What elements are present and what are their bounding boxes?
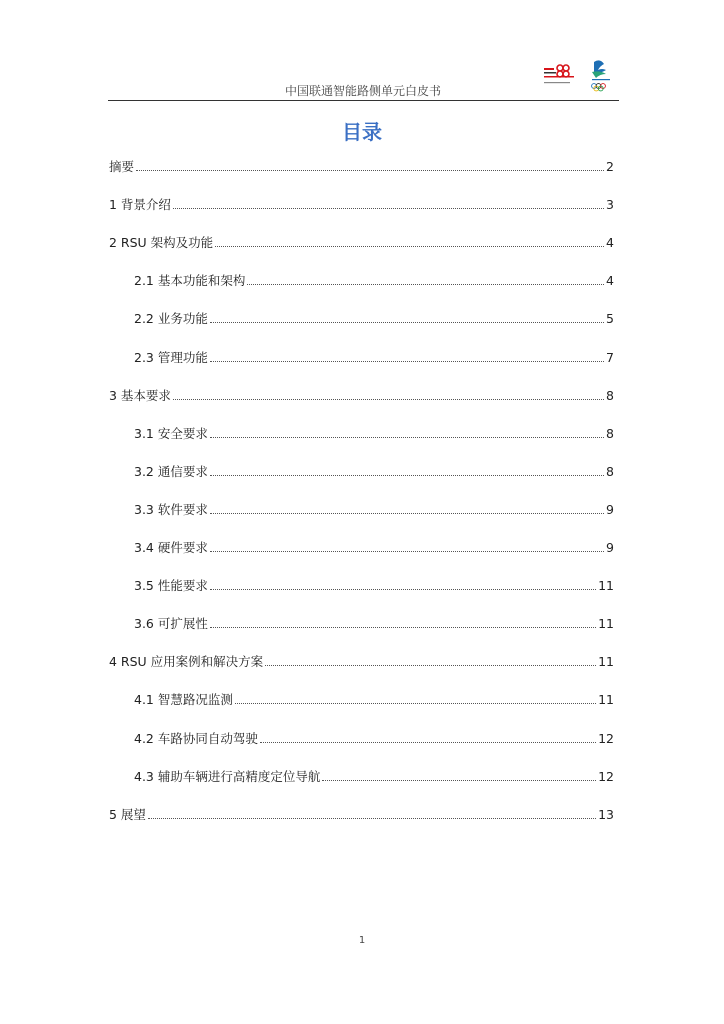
toc-entry[interactable] — [134, 424, 614, 442]
toc-entry-label: 2.3 管理功能 — [134, 349, 208, 365]
toc-leader-dots — [210, 474, 604, 476]
toc-entry-label: 摘要 — [109, 159, 135, 174]
page-number: 1 — [358, 935, 366, 946]
toc-leader-dots — [173, 207, 604, 209]
toc-entry-label: 3.6 可扩展性 — [134, 616, 208, 632]
toc-entry[interactable] — [134, 271, 614, 289]
toc-leader-dots — [136, 169, 604, 171]
toc-entry[interactable] — [109, 386, 614, 404]
toc-leader-dots — [210, 436, 604, 438]
header-logos — [540, 58, 620, 94]
toc-entry-page: 9 — [606, 540, 614, 555]
toc-entry-page: 7 — [606, 349, 614, 365]
toc-leader-dots — [210, 550, 604, 552]
toc-leader-dots — [210, 360, 604, 362]
toc-entry-page: 3 — [606, 197, 614, 213]
toc-entry-page: 4 — [606, 235, 614, 251]
toc-entry-page: 12 — [598, 768, 614, 784]
toc-entry-label: 2.1 基本功能和架构 — [134, 273, 246, 289]
toc-entry[interactable] — [109, 652, 614, 670]
toc-entry-page: 11 — [598, 616, 614, 632]
toc-entry-label: 4 RSU 应用案例和解决方案 — [109, 654, 264, 670]
toc-entry-label: 3.1 安全要求 — [134, 425, 208, 441]
toc-entry-label: 3 基本要求 — [109, 387, 171, 403]
toc-leader-dots — [260, 741, 596, 743]
toc-entry-page: 8 — [606, 387, 614, 403]
toc-leader-dots — [173, 398, 604, 400]
toc-entry-page: 8 — [606, 425, 614, 441]
toc-entry-label: 3.4 硬件要求 — [134, 540, 208, 555]
toc-entry-label: 3.2 通信要求 — [134, 463, 208, 479]
toc-entry-label: 2 RSU 架构及功能 — [109, 235, 214, 251]
toc-leader-dots — [235, 702, 596, 704]
toc-entry-label: 2.2 业务功能 — [134, 311, 208, 327]
toc-entry-page: 5 — [606, 311, 614, 327]
toc-entry-label: 1 背景介绍 — [109, 197, 171, 213]
toc-entry[interactable] — [134, 462, 614, 480]
toc-entry[interactable] — [134, 576, 614, 594]
toc-entry-page: 9 — [606, 501, 614, 517]
toc-entry[interactable] — [134, 538, 614, 556]
toc-entry[interactable] — [109, 805, 614, 823]
header-divider — [108, 100, 619, 101]
beijing-2022-emblem-icon — [592, 60, 610, 91]
toc-leader-dots — [210, 512, 604, 514]
toc-entry-label: 5 展望 — [109, 806, 146, 822]
toc-entry-page: 13 — [598, 806, 614, 822]
china-unicom-logo-icon — [544, 65, 574, 83]
toc-entry[interactable] — [134, 500, 614, 518]
toc-leader-dots — [247, 283, 604, 285]
toc-entry[interactable] — [134, 729, 614, 747]
header-title: 中国联通智能路侧单元白皮书 — [284, 84, 441, 98]
toc-entry[interactable] — [109, 157, 614, 175]
toc-title: 目录 — [342, 120, 382, 144]
toc-entry-page: 8 — [606, 463, 614, 479]
toc-entry[interactable] — [134, 767, 614, 785]
toc-entry-page: 12 — [598, 730, 614, 746]
toc-entry-page: 11 — [598, 578, 614, 594]
toc-entry[interactable] — [109, 233, 614, 251]
toc-entry-page: 2 — [606, 159, 614, 174]
toc-leader-dots — [210, 321, 604, 323]
toc-entry[interactable] — [134, 614, 614, 632]
toc-leader-dots — [148, 817, 596, 819]
toc-leader-dots — [210, 588, 596, 590]
toc-entry-page: 4 — [606, 273, 614, 289]
toc-leader-dots — [215, 245, 604, 247]
toc-leader-dots — [265, 664, 596, 666]
toc-entry[interactable] — [134, 348, 614, 366]
toc-entry[interactable] — [109, 195, 614, 213]
toc-entry-label: 4.1 智慧路况监测 — [134, 692, 233, 708]
toc-entry-label: 4.2 车路协同自动驾驶 — [134, 730, 258, 746]
toc-leader-dots — [322, 779, 596, 781]
toc-entry-page: 11 — [598, 692, 614, 708]
toc-entry[interactable] — [134, 690, 614, 708]
toc-entry-page: 11 — [598, 654, 614, 670]
toc-entry-label: 3.3 软件要求 — [134, 501, 208, 517]
toc-leader-dots — [210, 626, 596, 628]
toc-entry-label: 4.3 辅助车辆进行高精度定位导航 — [134, 768, 321, 784]
toc-entry-label: 3.5 性能要求 — [134, 578, 208, 594]
toc-entry[interactable] — [134, 309, 614, 327]
